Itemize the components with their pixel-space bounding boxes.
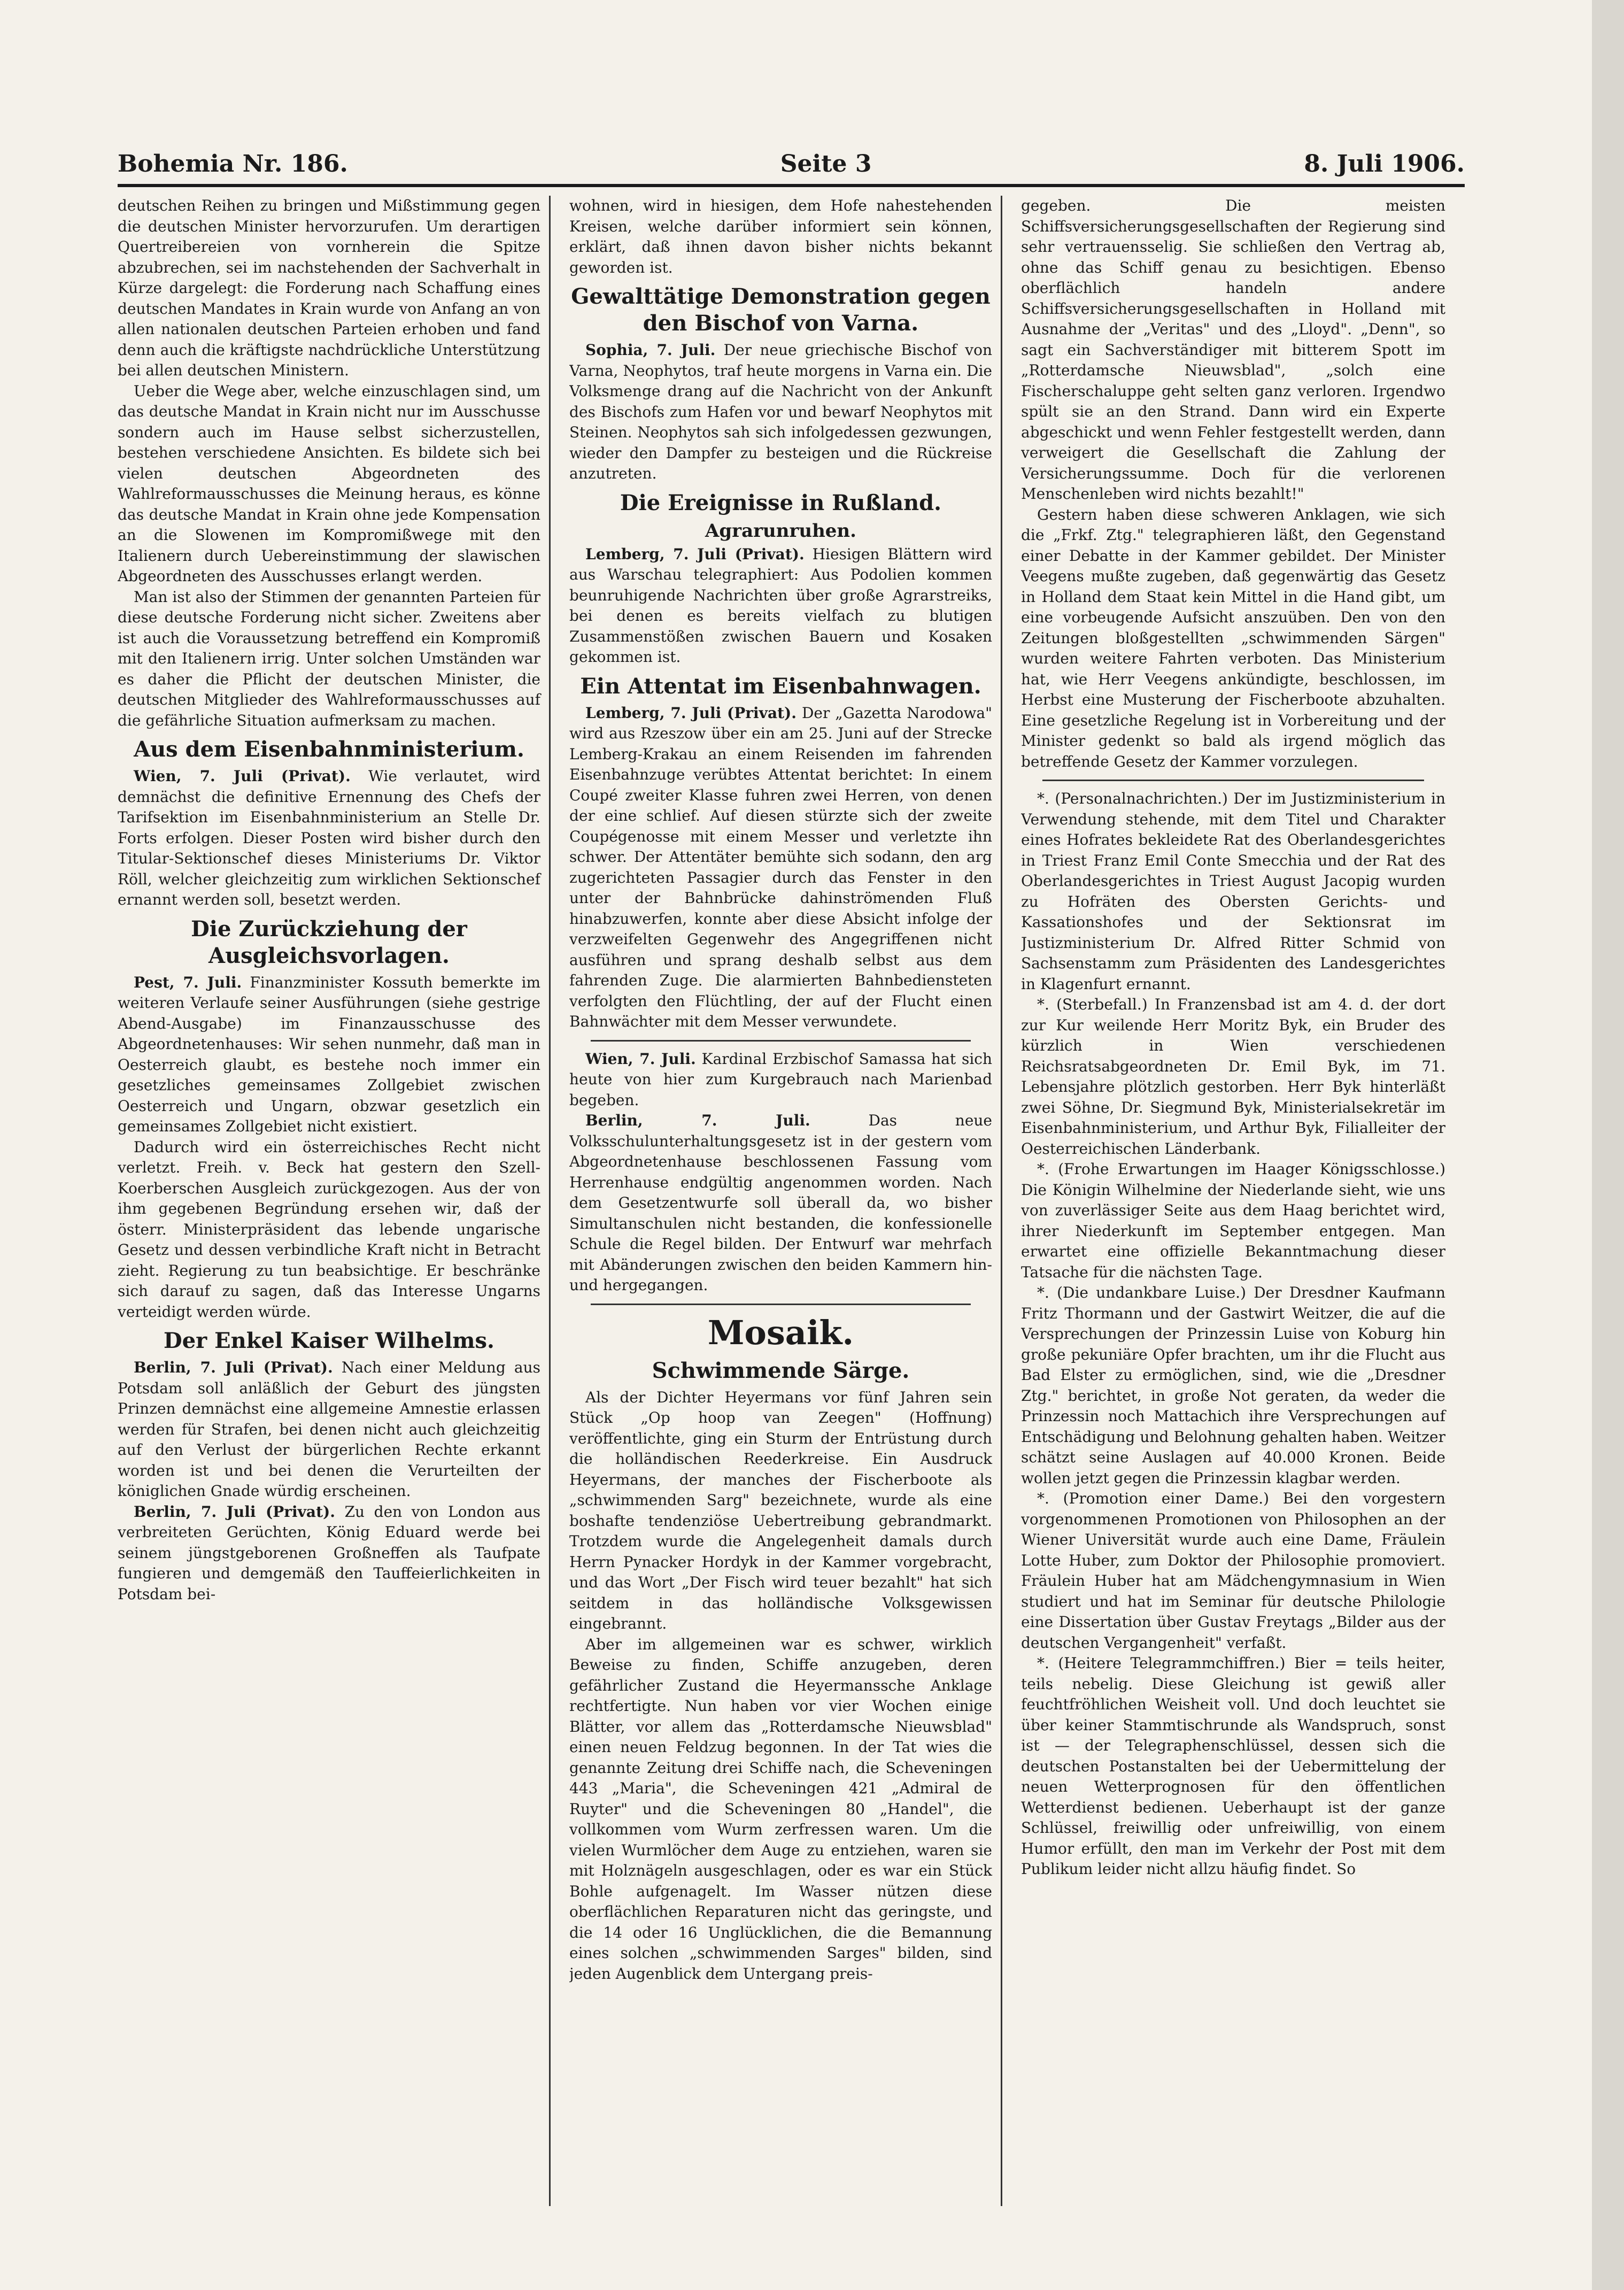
- headline: Aus dem Eisenbahnministerium.: [134, 737, 524, 762]
- headline: Der Enkel Kaiser Wilhelms.: [164, 1328, 494, 1353]
- dateline: Berlin, 7. Juli.: [585, 1112, 810, 1129]
- paragraph: Man ist also der Stimmen der genannten Parteien für diese deutsche Forderung nicht sicher. Zweitens aber ist auch die Voraussetzung betreffend ein Kompromiß mit den Italienern irrig. Unter solchen Umständen war es daher die Pflicht der deutschen Minister, die deutschen Mitglieder des Wahlreformausschusses auf die gefährliche Situation aufmerksam zu machen.: [118, 588, 540, 729]
- paragraph: Hiesigen Blättern wird aus Warschau telegraphiert: Aus Podolien kommen beunruhigende Nachrichten über große Agrarstreiks, bei denen es bereits vielfach zu blutigen Zusammenstößen zwischen Bauern und Kosaken gekommen ist.: [569, 545, 992, 666]
- page-edge: [1592, 0, 1624, 2290]
- paragraph: Aber im allgemeinen war es schwer, wirklich Beweise zu finden, Schiffe anzugeben, deren gefährlicher Zustand die Heyermanssche Anklage rechtfertigte. Nun haben vor vier Wochen einige Blätter, vor allem das „Rotterdamsche Nieuwsblad" einen neuen Feldzug begonnen. In der Tat wies die genannte Zeitung drei Schiffe nach, die Scheveningen 443 „Maria", die Scheveningen 421 „Admiral de Ruyter" und die Scheveningen 80 „Handel", die vollkommen vom Wurm zerfressen waren. Um die vielen Wurmlöcher dem Auge zu entziehen, waren sie mit Holznägeln ausgeschlagen, oder es war ein Stück Bohle aufgenagelt. Im Wasser nützen diese oberflächlichen Reparaturen nicht das geringste, und die 14 oder 16 Unglücklichen, die die Bemannung eines solchen „schwimmenden Sarges" bilden, sind jeden Augenblick dem Untergang preis-: [569, 1635, 992, 1983]
- subheadline: Agrarunruhen.: [705, 520, 856, 542]
- paragraph: gegeben. Die meisten Schiffsversicherungsgesellschaften der Regierung sind sehr vertrauensselig. Sie schließen den Vertrag ab, ohne das Schiff genau zu besichtigen. Ebenso oberflächlich handeln andere Schiffsversicherungsgesellschaften in Holland mit Ausnahme der „Veritas" und des „Lloyd". „Denn", so sagt ein Sachverständiger mit bitterem Spott im „Rotterdamsche Nieuwsblad", „solch eine Fischerschaluppe geht selten ganz verloren. Irgendwo spült sie an den Strand. Dann wird ein Experte abgeschickt und wenn Fehler festgestellt werden, dann verweigert die Gesellschaft die Zahlung der Versicherungssumme. Doch für die verlorenen Menschenleben wird nichts bezahlt!": [1021, 197, 1445, 503]
- headline: Die Zurückziehung der Ausgleichsvorlagen.: [191, 916, 467, 968]
- newspaper-page: [118, 144, 1465, 2208]
- header-date: 8. Juli 1906.: [1304, 150, 1465, 178]
- paragraph: Kardinal Erzbischof Samassa hat sich heute von hier zum Kurgebrauch nach Marienbad begeben.: [569, 1050, 992, 1109]
- paragraph: Gestern haben diese schweren Anklagen, wie sich die „Frkf. Ztg." telegraphieren läßt, den Gegenstand einer Debatte in der Kammer gebildet. Der Minister Veegens mußte zugeben, daß gegenwärtig das Gesetz in Holland dem Staat kein Mittel in die Hand gibt, um eine vorbeugende Aufsicht anszuüben. Den von den Zeitungen bloßgestellten „schwimmenden Särgen" wurden weitere Fahrten verboten. Das Ministerium hat, wie Herr Veegens ankündigte, beschlossen, im Herbst eine Musterung der Fischerboote abzuhalten. Eine gesetzliche Regelung ist in Vorbereitung und der Minister gedenkt so bald als irgend möglich das betreffende Gesetz der Kammer vorzulegen.: [1021, 505, 1445, 770]
- paragraph: Nach einer Meldung aus Potsdam soll anläßlich der Geburt des jüngsten Prinzen demnächst eine allgemeine Amnestie erlassen werden für Strafen, bei denen nicht auch gleichzeitig auf den Verlust der bürgerlichen Rechte erkannt worden ist und bei denen die Verurteilten der königlichen Gnade würdig erscheinen.: [118, 1359, 541, 1500]
- dateline: Wien, 7. Juli (Privat).: [134, 767, 351, 785]
- divider: [591, 1040, 971, 1042]
- headline: Die Ereignisse in Rußland.: [620, 490, 942, 515]
- dateline: Berlin, 7. Juli (Privat).: [134, 1359, 333, 1376]
- headline: Gewalttätige Demonstration gegen den Bischof von Varna.: [571, 284, 991, 336]
- paragraph: Das neue Volksschulunterhaltungsgesetz ist in der gestern vom Abgeordnetenhause beschlossenen Fassung vom Herrenhause endgültig angenommen worden. Nach dem Gesetzentwurfe soll überall da, wo bisher Simultanschulen nicht bestanden, die konfessionelle Schule die Regel bilden. Der Entwurf war mehrfach mit Abänderungen zwischen den beiden Kammern hin- und hergegangen.: [569, 1112, 992, 1294]
- page-header: [118, 144, 1465, 187]
- dateline: Wien, 7. Juli.: [585, 1050, 696, 1068]
- paragraph: Dadurch wird ein österreichisches Recht nicht verletzt. Freih. v. Beck hat gestern den Szell-Koerberschen Ausgleich zurückgezogen. Aus der von ihm gegebenen Begründung ersehen wir, daß der österr. Ministerpräsident das lebende ungarische Gesetz und dessen verbindliche Kraft nicht in Betracht zieht. Regierung zu tun beabsichtige. Er beschränke sich darauf zu sagen, daß das Interesse Ungarns verteidigt werden würde.: [118, 1138, 540, 1321]
- paragraph: deutschen Reihen zu bringen und Mißstimmung gegen die deutschen Minister hervorzurufen. Um derartigen Quertreibereien von vornherein die Spitze abzubrechen, sei im nachstehenden der Sachverhalt in Kürze dargelegt: die Forderung nach Schaffung eines deutschen Mandates in Krain wurde von Anfang an von allen nationalen deutschen Parteien erhoben und fand denn auch die kräftigste nachdrückliche Unterstützung bei allen deutschen Ministern.: [118, 197, 540, 379]
- columns: [118, 196, 1465, 2206]
- paragraph: *. (Frohe Erwartungen im Haager Königsschlosse.) Die Königin Wilhelmine der Niederlande sieht, wie uns von zuverlässiger Seite aus dem Haag berichtet wird, ihrer Niederkunft im September entgegen. Man erwartet eine offizielle Bekanntmachung dieser Tatsache für die nächsten Tage.: [1021, 1160, 1445, 1281]
- dateline: Sophia, 7. Juli.: [585, 341, 716, 359]
- paragraph: *. (Heitere Telegrammchiffren.) Bier = teils heiter, teils nebelig. Diese Gleichung ist gewiß aller feuchtfröhlichen Weisheit voll. Und doch leuchtet sie über keiner Stammtischrunde als Wandspruch, sonst ist — der Telegraphenschlüssel, dessen sich die deutschen Postanstalten bei der Uebermittelung der neuen Wetterprognosen für den öffentlichen Wetterdienst bedienen. Ueberhaupt ist der ganze Schlüssel, freiwillig oder unfreiwillig, von einem Humor erfüllt, den man im Verkehr der Post mit dem Publikum leider nicht allzu häufig findet. So: [1021, 1654, 1445, 1878]
- headline: Schwimmende Särge.: [652, 1358, 910, 1383]
- paragraph: *. (Personalnachrichten.) Der im Justizministerium in Verwendung stehende, mit dem Titel und Charakter eines Hofrates bekleidete Rat des Oberlandesgerichtes in Triest Franz Emil Conte Smecchia und der Rat des Oberlandesgerichtes in Triest August Jacopig wurden zu Hofräten des Obersten Gerichts- und Kassationshofes und der Sektionsrat im Justizministerium Dr. Alfred Ritter Schmid von Sachsenstamm zum Präsidenten des Landesgerichtes in Klagenfurt ernannt.: [1021, 790, 1445, 993]
- divider: [1042, 780, 1424, 781]
- dateline: Pest, 7. Juli.: [134, 973, 242, 991]
- column-3: [1021, 196, 1454, 2206]
- paragraph: *. (Promotion einer Dame.) Bei den vorgestern vorgenommenen Promotionen von Philosophen an der Wiener Universität wurde auch eine Dame, Fräulein Lotte Huber, zum Doktor der Philosophie promoviert. Fräulein Huber hat am Mädchengymnasium in Wien studiert und hat im Seminar für deutsche Philologie eine Dissertation über Gustav Freytags „Bilder aus der deutschen Vergangenheit" verfaßt.: [1021, 1490, 1445, 1652]
- dateline: Berlin, 7. Juli (Privat).: [134, 1502, 336, 1521]
- dateline: Lemberg, 7. Juli (Privat).: [585, 545, 805, 563]
- paragraph: Der „Gazetta Narodowa" wird aus Rzeszow über ein am 25. Juni auf der Strecke Lemberg-Krakau an einem Reisenden im fahrenden Eisenbahnzuge verübtes Attentat berichtet: In einem Coupé zweiter Klasse fuhren zwei Herren, von denen der eine schlief. Auf diesen stürzte sich der zweite Coupégenosse mit einem Messer und verletzte ihn schwer. Der Attentäter bemühte sich sodann, den arg zugerichteten Passagier durch das Fenster in den unter der Bahnbrücke dahinströmenden Fluß hinabzuwerfen, konnte aber diese Absicht infolge der verzweifelten Gegenwehr des Angegriffenen nicht ausführen und sprang deshalb selbst aus dem fahrenden Zuge. Die alarmierten Bahnbediensteten verfolgten den Flüchtling, der auf der Flucht einen Bahnwächter mit dem Messer verwundete.: [569, 704, 992, 1030]
- paragraph: Zu den von London aus verbreiteten Gerüchten, König Eduard werde bei seinem jüngstgeborenen Großneffen als Taufpate fungieren und demgemäß den Tauffeierlichkeiten in Potsdam bei-: [118, 1502, 540, 1603]
- headline: Ein Attentat im Eisenbahnwagen.: [580, 673, 981, 699]
- divider: [591, 1304, 971, 1305]
- paragraph: Ueber die Wege aber, welche einzuschlagen sind, um das deutsche Mandat in Krain nicht nur im Ausschusse sondern auch im Hause selbst sicherzustellen, bestehen verschiedene Ansichten. Es bildete sich bei vielen deutschen Abgeordneten des Wahlreformausschusses die Meinung heraus, es könne das deutsche Mandat in Krain ohne jede Kompensation an die Slowenen im Kompromißwege mit den Italienern durch Uebereinstimmung der slawischen Abgeordneten des Ausschusses erlangt werden.: [118, 382, 540, 585]
- paragraph: Der neue griechische Bischof von Varna, Neophytos, traf heute morgens in Varna ein. Die Volksmenge drang auf die Nachricht von der Ankunft des Bischofs zum Hafen vor und bewarf Neophytos mit Steinen. Neophytos sah sich infolgedessen gezwungen, wieder den Dampfer zu besteigen und die Rückreise anzutreten.: [569, 341, 993, 482]
- column-1: [118, 196, 551, 2206]
- paragraph: wohnen, wird in hiesigen, dem Hofe nahestehenden Kreisen, welche darüber informiert sein können, erklärt, daß ihnen davon bisher nichts bekannt geworden ist.: [569, 197, 992, 276]
- header-page-number: Seite 3: [780, 150, 872, 178]
- paragraph: Wie verlautet, wird demnächst die definitive Ernennung des Chefs der Tarifsektion im Eisenbahnministerium an Stelle Dr. Forts erfolgen. Dieser Posten wird bisher durch den Titular-Sektionschef dieses Ministeriums Dr. Viktor Röll, welcher gleichzeitig zum wirklichen Sektionschef ernannt werden soll, besetzt werden.: [118, 767, 540, 908]
- paragraph: *. (Sterbefall.) In Franzensbad ist am 4. d. der dort zur Kur weilende Herr Moritz Byk, ein Bruder des kürzlich in Wien verschiedenen Reichsratsabgeordneten Dr. Emil Byk, im 71. Lebensjahre plötzlich gestorben. Herr Byk hinterläßt zwei Söhne, Dr. Siegmund Byk, Ministerialsekretär im Eisenbahnministerium, und Arthur Byk, Filialleiter der Oesterreichischen Länderbank.: [1021, 996, 1445, 1158]
- paragraph: *. (Die undankbare Luise.) Der Dresdner Kaufmann Fritz Thormann und der Gastwirt Weitzer, die auf die Versprechungen der Prinzessin Luise von Koburg hin große pekuniäre Opfer brachten, um ihr die Flucht aus Bad Elster zu ermöglichen, sind, wie die „Dresdner Ztg." berichtet, in große Not geraten, da weder die Prinzessin noch Mattachich ihre Versprechungen auf Entschädigung und Belohnung gehalten haben. Weitzer schätzt seine Auslagen auf 40.000 Kronen. Beide wollen jetzt gegen die Prinzessin klagbar werden.: [1021, 1284, 1445, 1487]
- paragraph: Finanzminister Kossuth bemerkte im weiteren Verlaufe seiner Ausführungen (siehe gestrige Abend-Ausgabe) im Finanzausschusse des Abgeordnetenhauses: Wir sehen nunmehr, daß man in Oesterreich glaubt, es bestehe noch immer ein gesetzliches gemeinsames Zollgebiet zwischen Oesterreich und Ungarn, obzwar gesetzlich ein gemeinsames Zollgebiet nicht existiert.: [118, 973, 540, 1135]
- header-issue: Bohemia Nr. 186.: [118, 150, 348, 178]
- dateline: Lemberg, 7. Juli (Privat).: [585, 704, 797, 722]
- paragraph: Als der Dichter Heyermans vor fünf Jahren sein Stück „Op hoop van Zeegen" (Hoffnung) veröffentlichte, ging ein Sturm der Entrüstung durch die holländischen Reederkreise. Ein Ausdruck Heyermans, der manches der Fischerboote als „schwimmenden Sarg" bezeichnete, wurde als eine boshafte tendenziöse Uebertreibung gebrandmarkt. Trotzdem wurde die Angelegenheit damals durch Herrn Pynacker Hordyk in der Kammer vorgebracht, und das Wort „Der Fisch wird teuer bezahlt" hat sich seitdem in das holländische Volksgewissen eingebrannt.: [569, 1388, 992, 1632]
- section-title: Mosaik.: [707, 1313, 854, 1352]
- column-2: [569, 196, 1002, 2206]
